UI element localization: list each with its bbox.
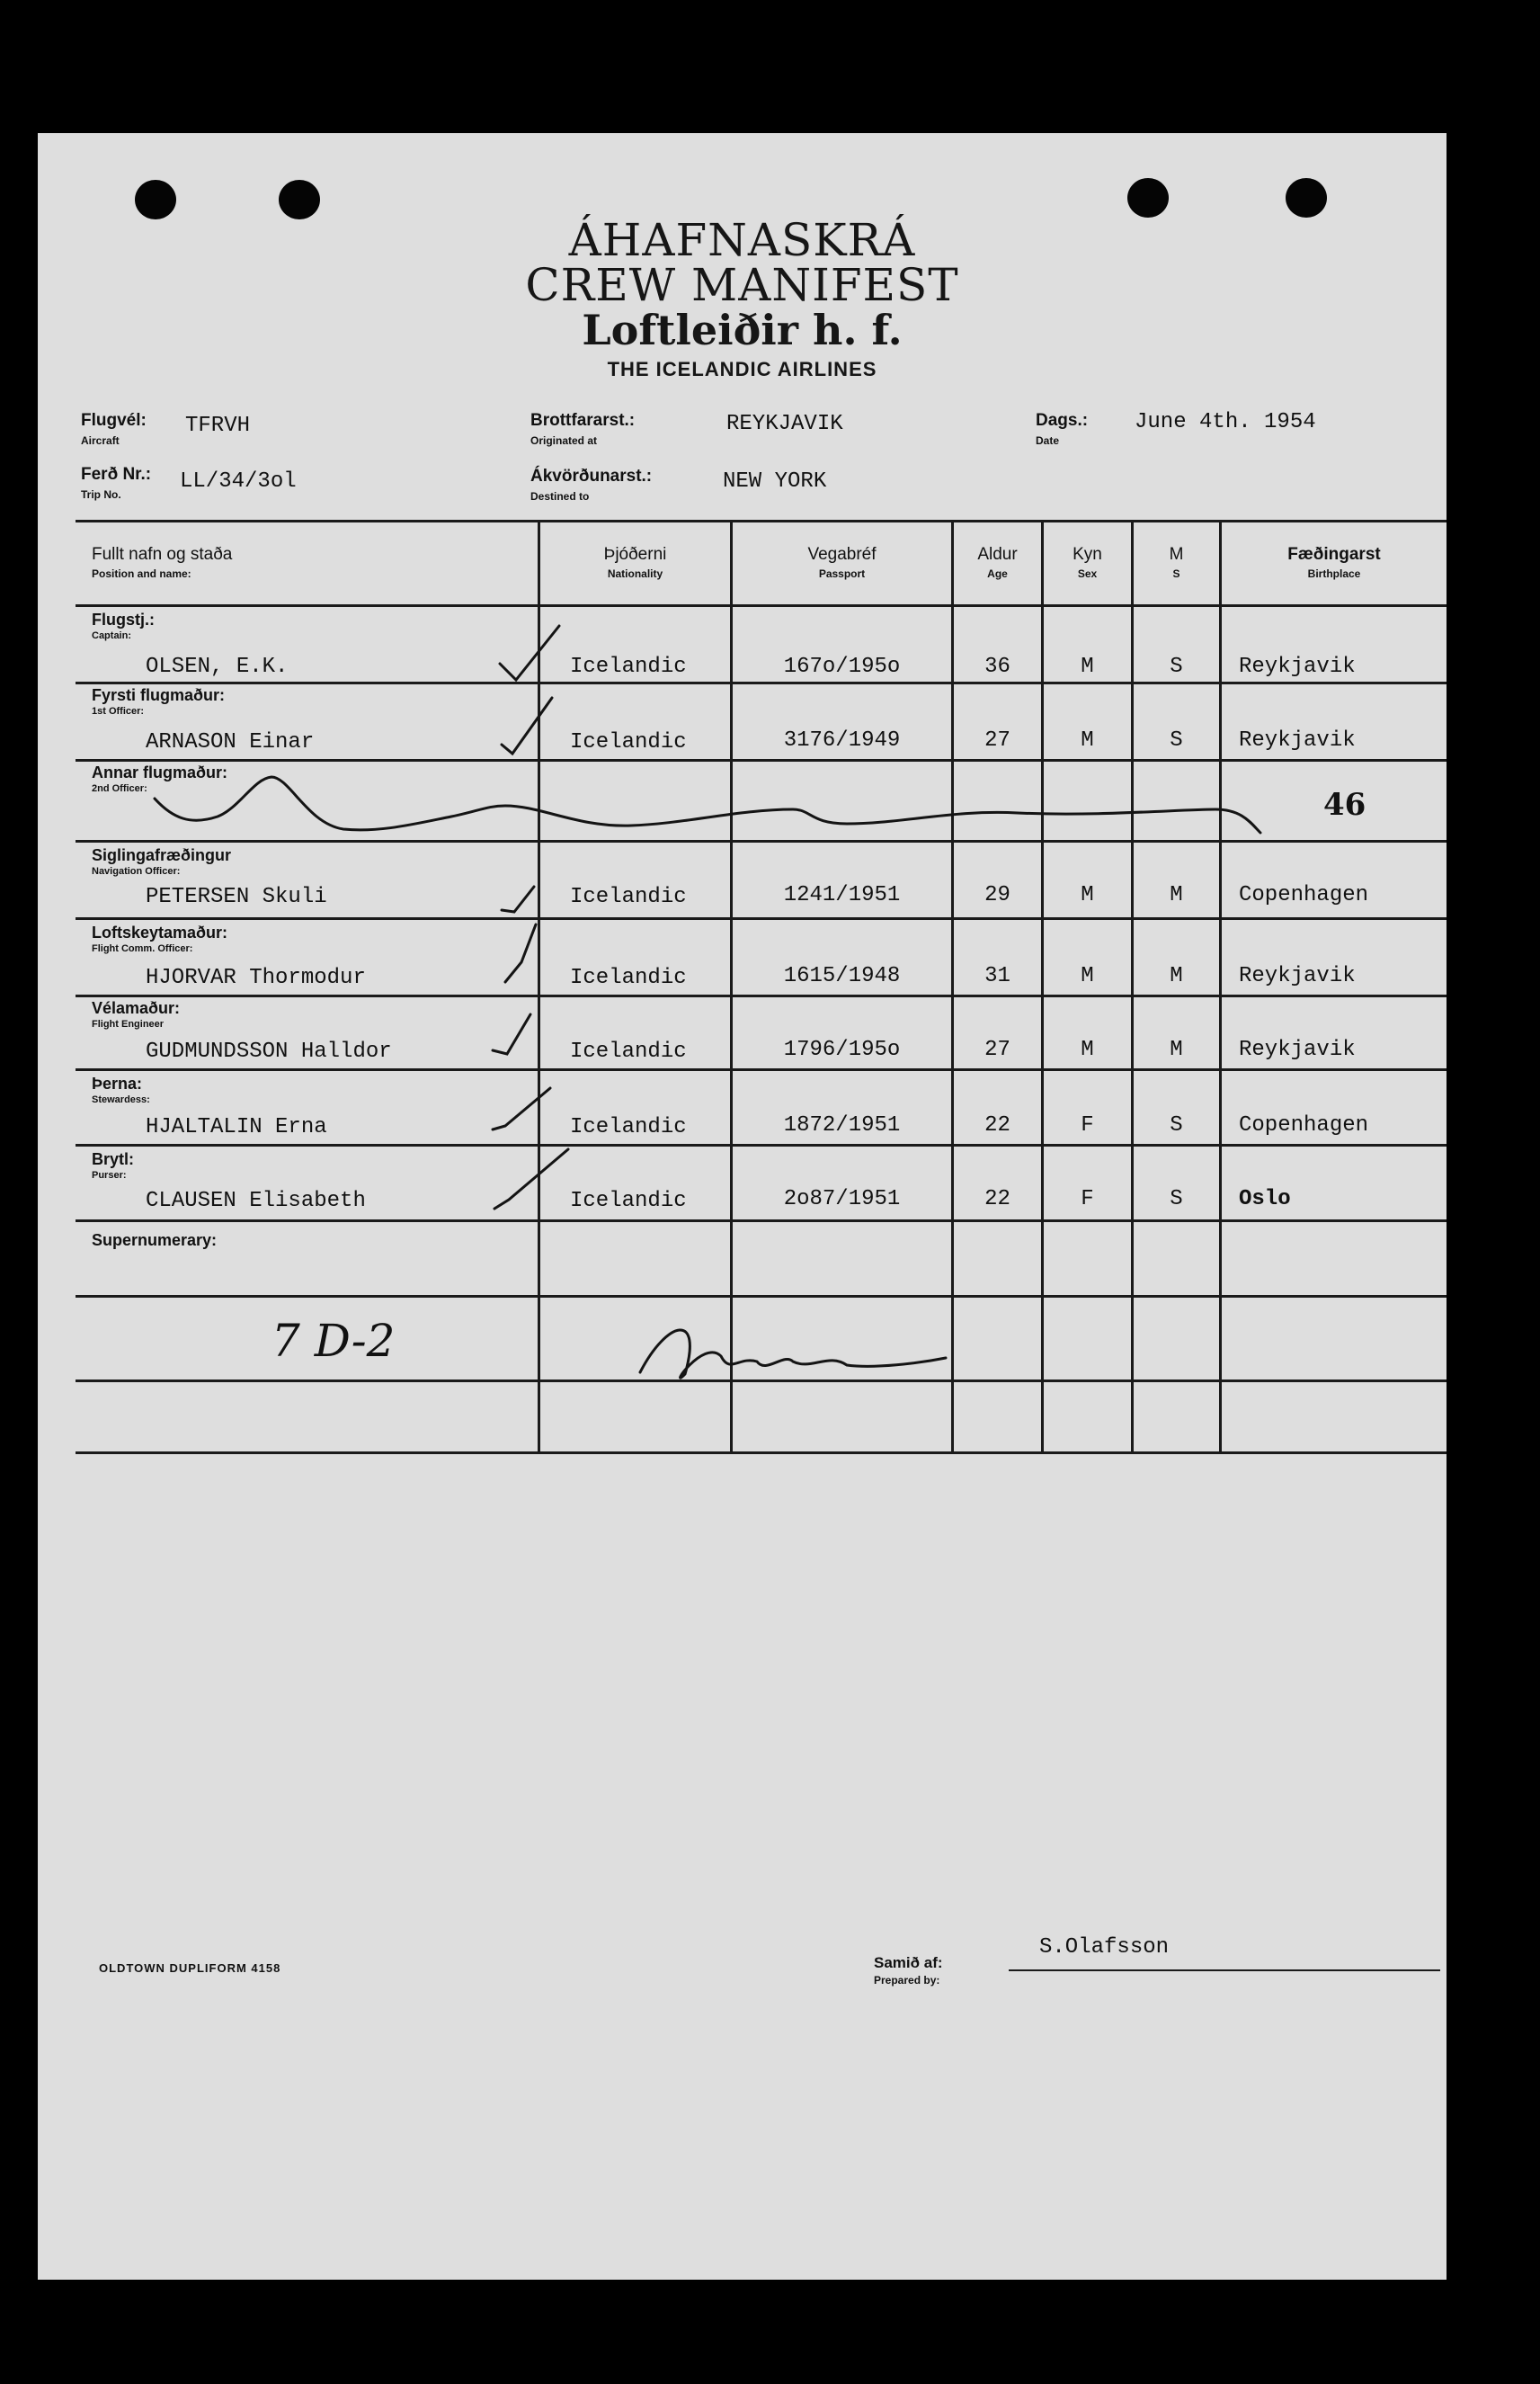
crew-name: GUDMUNDSSON Halldor (146, 1040, 392, 1064)
checkmark-icon (502, 887, 534, 912)
date-value: June 4th. 1954 (1135, 410, 1316, 434)
crew-age: 29 (984, 883, 1010, 907)
crew-sex: M (1081, 655, 1094, 679)
checkmark-icon (505, 924, 536, 982)
crew-nationality: Icelandic (570, 655, 687, 679)
crew-sex: M (1081, 728, 1094, 753)
crew-age: 27 (984, 1038, 1010, 1062)
prepared-by-rule (1009, 1969, 1440, 1971)
signature (640, 1330, 946, 1378)
row-position-label: Brytl: (92, 1150, 135, 1168)
crew-birthplace: Copenhagen (1239, 1113, 1369, 1138)
prepared-by-label: Samið af: (874, 1954, 943, 1971)
crew-sex: M (1081, 1038, 1094, 1062)
crew-name: CLAUSEN Elisabeth (146, 1189, 366, 1213)
checkmark-icon (500, 626, 559, 680)
crew-marital-status: S (1170, 1113, 1183, 1138)
destination-label: Ákvörðunarst.: (530, 467, 653, 486)
form-id: OLDTOWN DUPLIFORM 4158 (99, 1961, 281, 1975)
stamped-number: 46 (1323, 787, 1366, 823)
crew-nationality: Icelandic (570, 730, 687, 754)
prepared-by-sublabel: Prepared by: (874, 1974, 940, 1987)
crew-nationality: Icelandic (570, 1189, 687, 1213)
crew-name: HJALTALIN Erna (146, 1115, 327, 1139)
crew-birthplace: Reykjavik (1239, 1038, 1356, 1062)
crew-marital-status: M (1170, 883, 1183, 907)
row-position-label: Flugstj.: (92, 611, 155, 629)
origin-label: Brottfararst.: (530, 411, 636, 430)
crew-marital-status: S (1170, 1187, 1183, 1211)
aircraft-value: TFRVH (185, 414, 251, 438)
column-header-birthplace: Fæðingarst Birthplace (1287, 545, 1381, 580)
handwritten-note: 7 D-2 (272, 1315, 396, 1367)
crew-nationality: Icelandic (570, 1040, 687, 1064)
crew-passport: 2o87/1951 (783, 1187, 901, 1211)
row-position-label: Loftskeytamaður: (92, 924, 228, 942)
aircraft-label: Flugvél: (81, 411, 147, 430)
row-position-sublabel: Captain: (92, 630, 131, 641)
crew-passport: 3176/1949 (783, 728, 901, 753)
column-header-sex: Kyn Sex (1073, 545, 1102, 580)
row-position-sublabel: 1st Officer: (92, 706, 145, 717)
checkmark-icon (494, 1149, 568, 1209)
row-position-label: Þerna: (92, 1075, 143, 1093)
row-position-sublabel: Navigation Officer: (92, 866, 181, 877)
row-position-sublabel: Purser: (92, 1170, 127, 1181)
row-position-label: Supernumerary: (92, 1231, 218, 1249)
crew-nationality: Icelandic (570, 885, 687, 909)
title-icelandic: ÁHAFNASKRÁ (568, 214, 916, 266)
crew-birthplace: Reykjavik (1239, 964, 1356, 988)
checkmark-icon (493, 1088, 550, 1129)
row-position-label: Siglingafræðingur (92, 846, 231, 864)
crew-name: HJORVAR Thormodur (146, 966, 366, 990)
crew-passport: 167o/195o (783, 655, 901, 679)
column-header-nationality: Þjóðerni Nationality (603, 545, 667, 580)
origin-sublabel: Originated at (530, 434, 598, 447)
crew-nationality: Icelandic (570, 966, 687, 990)
crew-marital-status: M (1170, 964, 1183, 988)
row-position-label: Fyrsti flugmaður: (92, 686, 226, 704)
crew-marital-status: M (1170, 1038, 1183, 1062)
handwritten-marks (38, 133, 1447, 2280)
title-english: CREW MANIFEST (525, 259, 959, 311)
row-position-sublabel: Stewardess: (92, 1094, 150, 1105)
crew-sex: M (1081, 964, 1094, 988)
crew-age: 22 (984, 1113, 1010, 1138)
crew-birthplace: Reykjavik (1239, 728, 1356, 753)
row-position-sublabel: Flight Engineer (92, 1019, 165, 1030)
column-header-age: Aldur Age (977, 545, 1018, 580)
crew-nationality: Icelandic (570, 1115, 687, 1139)
checkmark-icon (502, 698, 552, 754)
prepared-by-value: S.Olafsson (1039, 1935, 1170, 1960)
crew-name: OLSEN, E.K. (146, 655, 289, 679)
date-label: Dags.: (1036, 411, 1089, 430)
date-sublabel: Date (1036, 434, 1060, 447)
strike-line (155, 777, 1260, 833)
crew-age: 27 (984, 728, 1010, 753)
crew-name: PETERSEN Skuli (146, 885, 327, 909)
crew-sex: M (1081, 883, 1094, 907)
row-position-label: Vélamaður: (92, 999, 181, 1017)
crew-age: 31 (984, 964, 1010, 988)
manifest-sheet (38, 133, 1447, 2280)
column-header-marital: M S (1169, 545, 1184, 580)
crew-passport: 1796/195o (783, 1038, 901, 1062)
row-position-label: Annar flugmaður: (92, 763, 227, 781)
crew-passport: 1872/1951 (783, 1113, 901, 1138)
crew-marital-status: S (1170, 655, 1183, 679)
row-position-sublabel: 2nd Officer: (92, 783, 147, 794)
crew-birthplace: Oslo (1239, 1187, 1291, 1211)
crew-passport: 1615/1948 (783, 964, 901, 988)
trip-value: LL/34/3ol (180, 469, 297, 494)
trip-label: Ferð Nr.: (81, 465, 152, 484)
crew-passport: 1241/1951 (783, 883, 901, 907)
trip-sublabel: Trip No. (81, 488, 121, 501)
checkmark-icon (493, 1014, 530, 1054)
row-position-sublabel: Flight Comm. Officer: (92, 943, 193, 954)
column-header-passport: Vegabréf Passport (807, 545, 877, 580)
airline-name: THE ICELANDIC AIRLINES (607, 358, 877, 380)
destination-sublabel: Destined to (530, 490, 590, 503)
destination-value: NEW YORK (723, 469, 827, 494)
crew-name: ARNASON Einar (146, 730, 315, 754)
crew-sex: F (1081, 1187, 1094, 1211)
crew-sex: F (1081, 1113, 1094, 1138)
crew-marital-status: S (1170, 728, 1183, 753)
company-name: Loftleiðir h. f. (582, 306, 903, 354)
crew-age: 36 (984, 655, 1010, 679)
crew-birthplace: Copenhagen (1239, 883, 1369, 907)
crew-birthplace: Reykjavik (1239, 655, 1356, 679)
aircraft-sublabel: Aircraft (81, 434, 120, 447)
column-header-name: Fullt nafn og staða Position and name: (92, 545, 233, 580)
crew-age: 22 (984, 1187, 1010, 1211)
origin-value: REYKJAVIK (726, 412, 843, 436)
